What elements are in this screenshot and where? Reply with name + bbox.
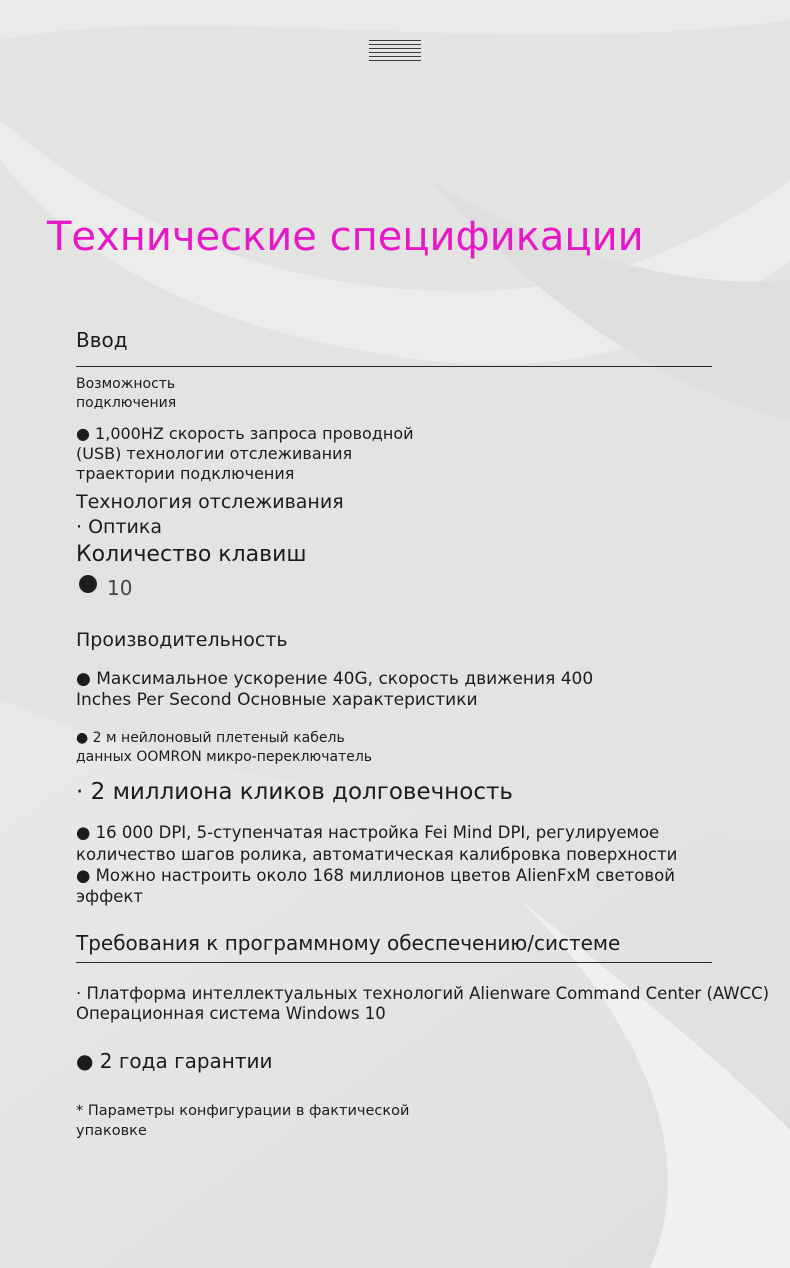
dpi-text: ● 16 000 DPI, 5-ступенчатая настройка Fei Mind DPI, регулируемое — [76, 823, 660, 842]
connectivity-label-cont: подключения — [76, 395, 177, 411]
footnote-cont: упаковке — [76, 1123, 147, 1139]
section-heading-input: Ввод — [76, 328, 128, 352]
section-heading-performance: Производительность — [76, 629, 288, 651]
bullet-icon — [79, 575, 97, 593]
connectivity-text: ● 1,000HZ скорость запроса проводной — [76, 424, 414, 443]
cable-text-cont: данных OOMRON микро-переключатель — [76, 749, 373, 765]
platform-text: · Платформа интеллектуальных технологий Alienware Command Center (AWCC) — [76, 984, 770, 1003]
connectivity-text-cont: траектории подключения — [76, 464, 295, 483]
section-heading-software: Требования к программному обеспечению/системе — [76, 931, 621, 955]
connectivity-label: Возможность — [76, 376, 176, 392]
keys-heading: Количество клавиш — [76, 542, 307, 567]
page-title: Технические спецификации — [47, 214, 644, 260]
acceleration-text: ● Максимальное ускорение 40G, скорость движения 400 — [76, 669, 594, 689]
cable-text: ● 2 м нейлоновый плетеный кабель — [76, 730, 345, 746]
menu-lines-icon[interactable] — [369, 40, 421, 64]
os-text: Операционная система Windows 10 — [76, 1004, 386, 1023]
section-divider — [76, 366, 712, 367]
footnote: * Параметры конфигурации в фактической — [76, 1103, 410, 1119]
clicks-durability: · 2 миллиона кликов долговечность — [76, 779, 513, 805]
tracking-value: · Оптика — [76, 516, 162, 538]
lighting-text: ● Можно настроить около 168 миллионов цветов AlienFxM световой — [76, 866, 675, 885]
dpi-text-cont: количество шагов ролика, автоматическая калибровка поверхности — [76, 845, 678, 864]
section-divider — [76, 962, 712, 963]
connectivity-text-cont: (USB) технологии отслеживания — [76, 444, 353, 463]
tracking-heading: Технология отслеживания — [76, 491, 344, 513]
acceleration-text-cont: Inches Per Second Основные характеристики — [76, 690, 478, 710]
lighting-text-cont: эффект — [76, 887, 143, 906]
warranty-text: ● 2 года гарантии — [76, 1049, 273, 1073]
keys-value: 10 — [107, 576, 133, 600]
